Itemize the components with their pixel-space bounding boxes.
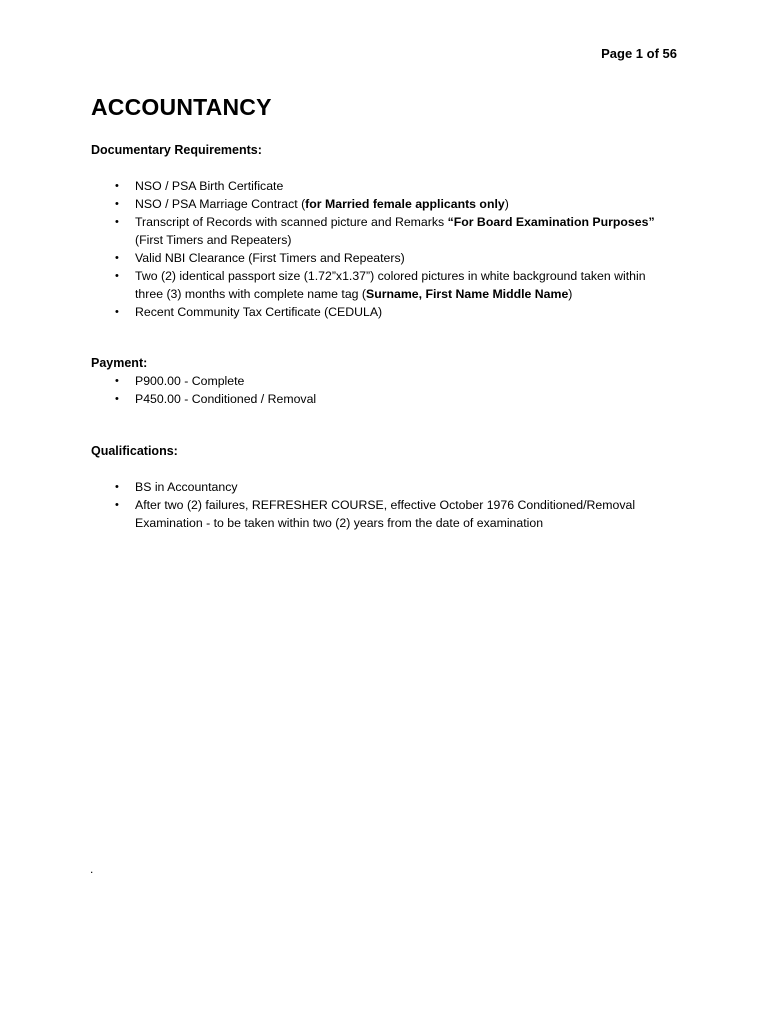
payment-list (113, 372, 683, 408)
list-item-text: BS in Accountancy (135, 480, 238, 494)
list-item-text: After two (2) failures, REFRESHER COURSE, effective October 1976 Conditioned/Removal (135, 498, 636, 512)
payment-heading: Payment: (91, 356, 148, 370)
list-item (113, 213, 683, 249)
list-item-text: Recent Community Tax Certificate (CEDULA) (135, 305, 383, 319)
list-item-text: Valid NBI Clearance (First Timers and Repeaters) (135, 251, 405, 265)
bullet-icon: • (115, 499, 119, 511)
qualifications-list (113, 478, 683, 532)
list-item-text: Examination - to be taken within two (2) years from the date of examination (135, 516, 544, 530)
documentary-requirements-heading: Documentary Requirements: (91, 143, 262, 157)
list-item (113, 303, 683, 321)
list-item-text: ) (504, 197, 509, 211)
document-title: ACCOUNTANCY (91, 94, 272, 120)
qualifications-heading: Qualifications: (91, 444, 178, 458)
list-item (113, 372, 683, 390)
footer-mark: . (90, 862, 94, 876)
list-item (113, 478, 683, 496)
list-item (113, 390, 683, 408)
list-item-text: NSO / PSA Birth Certificate (135, 179, 284, 193)
bullet-icon: • (115, 375, 119, 387)
list-item-text: three (3) months with complete name tag ( (135, 287, 367, 301)
list-item (113, 177, 683, 195)
list-item-text: P450.00 - Conditioned / Removal (135, 392, 317, 406)
list-item-text: Two (2) identical passport size (1.72”x1.37”) colored pictures in white background taken within (135, 269, 646, 283)
list-item (113, 267, 683, 303)
list-item-text: P900.00 - Complete (135, 374, 245, 388)
list-item-text: ) (568, 287, 573, 301)
bullet-icon: • (115, 306, 119, 318)
documentary-requirements-list (113, 177, 683, 321)
bullet-icon: • (115, 252, 119, 264)
list-item-emphasis: Surname, First Name Middle Name (366, 287, 569, 301)
list-item (113, 249, 683, 267)
bullet-icon: • (115, 198, 119, 210)
list-item (113, 496, 683, 532)
bullet-icon: • (115, 393, 119, 405)
bullet-icon: • (115, 270, 119, 282)
list-item-text: NSO / PSA Marriage Contract ( (135, 197, 306, 211)
list-item-text: Transcript of Records with scanned picture and Remarks (135, 215, 448, 229)
bullet-icon: • (115, 481, 119, 493)
list-item (113, 195, 683, 213)
page-number: Page 1 of 56 (601, 46, 677, 61)
list-item-emphasis: for Married female applicants only (305, 197, 505, 211)
list-item-text: (First Timers and Repeaters) (135, 233, 292, 247)
list-item-emphasis: “For Board Examination Purposes” (447, 215, 655, 229)
bullet-icon: • (115, 180, 119, 192)
bullet-icon: • (115, 216, 119, 228)
